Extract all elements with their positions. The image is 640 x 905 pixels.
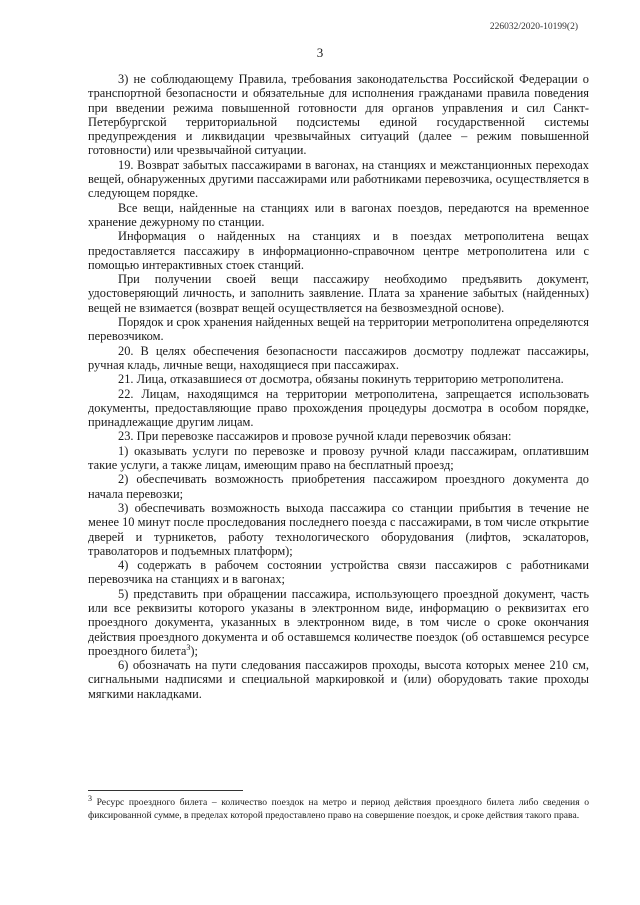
paragraph-23-5 xyxy=(88,587,589,658)
paragraph-23: 23. При перевозке пассажиров и провозе ручной клади перевозчик обязан: xyxy=(118,429,512,444)
paragraph-23-5-text: 5) представить при обращении пассажира, использующего проездной документ, часть или все реквизиты которого указаны в электронном виде, информацию о реквизитах его проездного документа, указанных в электронном виде, в том числе о сроке окончания действия проездного документа и об оставшемся количестве поездок (об оставшемся ресурсе проездного билета xyxy=(88,586,589,658)
paragraph-18-3: 3) не соблюдающему Правила, требования законодательства Российской Федерации о транспортной безопасности и обязательные для исполнения гражданами правила поведения при введении режима повышенной готовности для органов управления и сил Санкт-Петербургской территориальной подсистемы единой государственной системы предупреждения и ликвидации чрезвычайных ситуаций (далее – режим повышенной готовности) или чрезвычайной ситуации. xyxy=(88,72,589,158)
paragraph-19-info: Информация о найденных на станциях и в поездах метрополитена вещах предоставляется пассажиру в информационно-справочном центре метрополитена или с помощью интерактивных стоек станций. xyxy=(88,229,589,272)
paragraph-20: 20. В целях обеспечения безопасности пассажиров досмотру подлежат пассажиры, ручная кладь, личные вещи, находящиеся при пассажирах. xyxy=(88,343,589,372)
footnote-separator xyxy=(88,790,243,791)
paragraph-19: 19. Возврат забытых пассажирами в вагонах, на станциях и межстанционных переходах вещей, обнаруженных другими пассажирами или работниками перевозчика, осуществляется в следующем порядке. xyxy=(88,157,589,201)
footnote xyxy=(88,793,589,823)
paragraph-23-6: 6) обозначать на пути следования пассажиров проходы, высота которых менее 210 см, сигнальными надписями и специальной маркировкой и (или) оборудовать такие проходы мягкими накладками. xyxy=(88,658,589,701)
paragraph-23-1: 1) оказывать услуги по перевозке и провозу ручной клади пассажирам, оплатившим такие услуги, а также лицам, имеющим право на бесплатный проезд; xyxy=(88,443,589,473)
footnote-text: Ресурс проездного билета – количество поездок на метро и период действия проездного билета либо сведения о фиксированной сумме, в пределах которой предоставлено право на совершение поездок, и сроке действия такого права. xyxy=(88,797,589,821)
paragraph-19-return: При получении своей вещи пассажиру необходимо предъявить документ, удостоверяющий личность, и заполнить заявление. Плата за хранение забытых (найденных) вещей не взимается (возврат вещей осуществляется на безвозмездной основе). xyxy=(88,272,589,315)
paragraph-19-storage: Все вещи, найденные на станциях или в вагонах поездов, передаются на временное хранение дежурному по станции. xyxy=(88,200,589,229)
page-number: 3 xyxy=(316,45,324,60)
paragraph-23-2: 2) обеспечивать возможность приобретения пассажиром проездного документа до начала перевозки; xyxy=(88,472,589,501)
paragraph-22: 22. Лицам, находящимся на территории метрополитена, запрещается использовать документы, предоставляющие право прохождения процедуры досмотра в особом порядке, принадлежащие другим лицам. xyxy=(88,386,589,430)
paragraph-23-3: 3) обеспечивать возможность выхода пассажира со станции прибытия в течение не менее 10 минут после проследования последнего поезда с пассажирами, в том числе открытие дверей и турникетов, работу технологического оборудования (лифтов, эскалаторов, траволаторов и подъемных платформ); xyxy=(88,500,589,558)
document-body xyxy=(88,72,589,701)
footnote-reference: 3 xyxy=(186,642,191,652)
paragraph-19-order: Порядок и срок хранения найденных вещей на территории метрополитена определяются перевозчиком. xyxy=(88,315,589,344)
footnote-mark: 3 xyxy=(88,793,92,803)
paragraph-23-4: 4) содержать в рабочем состоянии устройства связи пассажиров с работниками перевозчика на станциях и в вагонах; xyxy=(88,558,589,587)
paragraph-23-5-end: ); xyxy=(190,643,198,658)
paragraph-21: 21. Лица, отказавшиеся от досмотра, обязаны покинуть территорию метрополитена. xyxy=(118,372,564,387)
document-number: 226032/2020-10199(2) xyxy=(489,22,578,32)
